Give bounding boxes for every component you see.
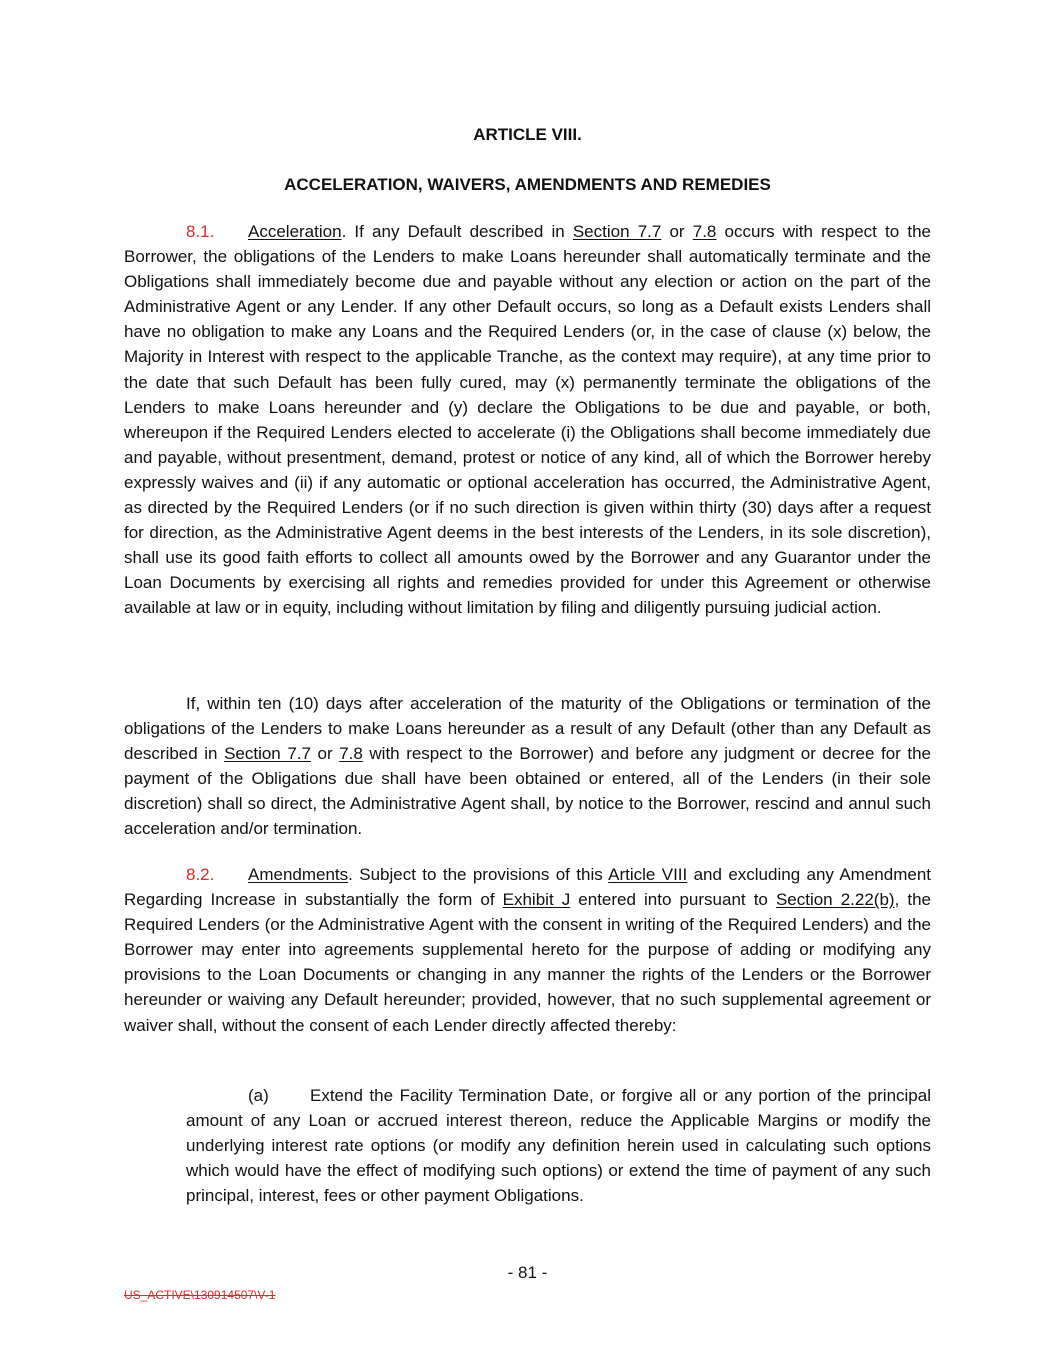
section-8-2: 8.2. Amendments. Subject to the provisions of this Article VIII and excluding any Amendment Regarding Increase in substantially the form of Exhibit J entered into pursuant to Section 2.22(b), the Required Lenders (or the Administrative Agent with the consent in writing of the Required Lenders) and the Borrower may enter into agreements supplemental hereto for the purpose of adding or modifying any provisions to the Loan Documents or changing in any manner the rights of the Lenders or the Borrower hereunder or waiving any Default hereunder; provided, however, that no such supplemental agreement or waiver shall, without the consent of each Lender directly affected thereby: <box>124 862 931 1038</box>
section-8-1: 8.1. Acceleration. If any Default described in Section 7.7 or 7.8 occurs with respect to the Borrower, the obligations of the Lenders to make Loans hereunder shall automatically terminate and the Obligations shall immediately become due and payable without any election or action on the part of the Administrative Agent or any Lender. If any other Default occurs, so long as a Default exists Lenders shall have no obligation to make any Loans and the Required Lenders (or, in the case of clause (x) below, the Majority in Interest with respect to the applicable Tranche, as the context may require), at any time prior to the date that such Default has been fully cured, may (x) permanently terminate the obligations of the Lenders to make Loans hereunder and (y) declare the Obligations to be due and payable, or both, whereupon if the Required Lenders elected to accelerate (i) the Obligations shall become immediately due and payable, without presentment, demand, protest or notice of any kind, all of which the Borrower hereby expressly waives and (ii) if any automatic or optional acceleration has occurred, the Administrative Agent, as directed by the Required Lenders (or if no such direction is given within thirty (30) days after a request for direction, as the Administrative Agent deems in the best interests of the Lenders, in its sole discretion), shall use its good faith efforts to collect all amounts owed by the Borrower and any Guarantor under the Loan Documents by exercising all rights and remedies provided for under this Agreement or otherwise available at law or in equity, including without limitation by filing and diligently pursuing judicial action. <box>124 219 931 621</box>
section-heading: Acceleration <box>248 222 342 241</box>
clause-label: (a) <box>248 1086 269 1105</box>
article-subtitle: ACCELERATION, WAIVERS, AMENDMENTS AND REMEDIES <box>284 175 771 194</box>
cross-reference-link[interactable]: Exhibit J <box>502 890 571 910</box>
document-id: US_ACTIVE\130914507\V-1 <box>124 1288 276 1302</box>
article-title: ARTICLE VIII. <box>473 125 582 144</box>
cross-reference-link[interactable]: 7.8 <box>692 222 717 241</box>
cross-reference-link[interactable]: Section 7.7 <box>224 744 311 764</box>
section-number: 8.1. <box>186 222 215 241</box>
cross-reference-link[interactable]: Section 7.7 <box>572 222 662 241</box>
section-number: 8.2. <box>186 865 215 884</box>
cross-reference-link[interactable]: 7.8 <box>339 744 363 764</box>
rescind-paragraph: If, within ten (10) days after acceleration of the maturity of the Obligations or termination of the obligations of the Lenders to make Loans hereunder as a result of any Default (other than any Default as described in Section 7.7 or 7.8 with respect to the Borrower) and before any judgment or decree for the payment of the Obligations due shall have been obtained or entered, all of the Lenders (in their sole discretion) shall so direct, the Administrative Agent shall, by notice to the Borrower, rescind and annul such acceleration and/or termination. <box>124 694 932 839</box>
cross-reference-link[interactable]: Article VIII <box>608 865 688 884</box>
page-number: - 81 - <box>507 1263 548 1282</box>
section-heading: Amendments <box>248 865 349 884</box>
cross-reference-link[interactable]: Section 2.22(b) <box>775 890 895 910</box>
clause-a: (a) Extend the Facility Termination Date, or forgive all or any portion of the principal amount of any Loan or accrued interest thereon, reduce the Applicable Margins or modify the underlying interest rate options (or modify any definition herein used in calculating such options which would have the effect of modifying such options) or extend the time of payment of any such principal, interest, fees or other payment Obligations. <box>186 1083 931 1208</box>
